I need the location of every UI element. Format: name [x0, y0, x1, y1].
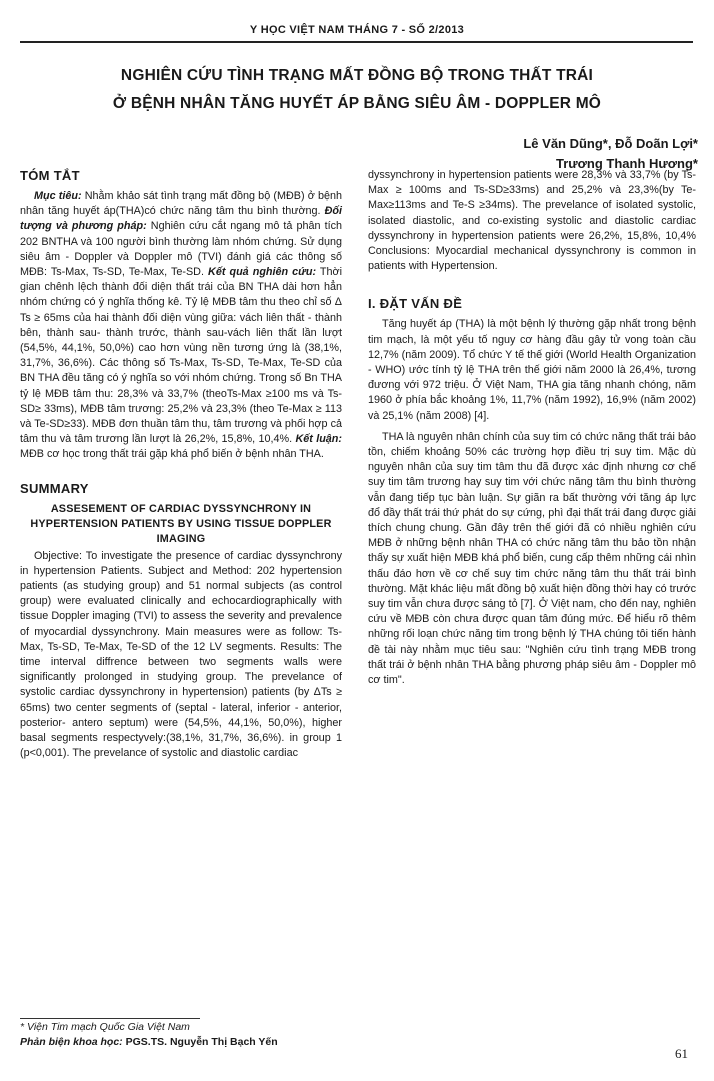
- title-line-2: Ở BỆNH NHÂN TĂNG HUYẾT ÁP BẰNG SIÊU ÂM - DOPPLER MÔ: [112, 95, 602, 112]
- section-1-para-2: THA là nguyên nhân chính của suy tim có chức năng thất trái bảo tồn, chiếm khoảng 50% các trường hợp điều trị suy tim. Mặc dù nguyên nhân của suy tim tâm thu đã được xác định nhưng cơ chế suy tim tâm trương hay suy tim với chức năng tâm thu bình thường vẫn đang tiếp tục bàn luận. Sự giãn ra bất thường với tăng áp lực đổ đầy thất trái thứ phát do sự cứng, phì đại thất trái đang được giải thích chung chung. Gần đây trên thế giới đã có nhiều nghiên cứu MĐB ở những bệnh nhân THA có chức năng tâm thu bảo tồn nhận thấy sự xuất hiện MĐB khá phổ biến, cung cấp thêm những cái nhìn thấu đáo hơn về cơ chế suy tim chức năng tâm thu thất trái bình thường. Mặt khác liệu mất đồng bộ xuất hiện đồng thời hay có trước suy tim vẫn chưa được sáng tỏ [7]. Ở Việt nam, cho đến nay, nghiên cứu về MĐB còn chưa được quan tâm đúng mức. Để hiểu rõ thêm những rối loạn chức năng tim trong bệnh lý THA chúng tôi tiến hành đề tài này nhằm mục tiêu sau: "Nghiên cứu tình trạng MĐB trong thất trái ở bệnh nhân THA bằng phương pháp siêu âm - Doppler mô cơ tim".: [368, 430, 696, 687]
- article-title: [40, 62, 674, 118]
- header-rule: [20, 41, 693, 43]
- reviewer-note: [20, 1035, 440, 1050]
- affiliation-note: * Viện Tim mạch Quốc Gia Việt Nam: [20, 1021, 190, 1033]
- muc-tieu-text: Nhằm khảo sát tình trạng mất đồng bộ (MĐB) ở bệnh nhân tăng huyết áp(THA)có chức năng tâm thu bình thường.: [20, 190, 342, 218]
- footnote-rule: [20, 1018, 200, 1019]
- ket-luan-label: Kết luận:: [295, 433, 342, 446]
- muc-tieu-label: Mục tiêu:: [34, 190, 82, 202]
- section-1-para-1: Tăng huyết áp (THA) là một bệnh lý thường gặp nhất trong bệnh tim mạch, là một yếu tố nguy cơ hàng đầu gây tử vong toàn cầu 12,7% (năm 2009). Tổ chức Y tế thế giới (World Health Organization - WHO) ước tính tỷ lệ THA trên thế giới năm 2000 là 26,4%, tương đương với 972 triệu. Ở Việt Nam, THA gia tăng nhanh chóng, năm 1960 ở phía bắc khoảng 1%, 11,7% (năm 1992), 16,9% (năm 2002) và 25,1% (năm 2008) [4].: [368, 318, 696, 422]
- page-number: 61: [675, 1046, 688, 1061]
- journal-header: Y HỌC VIỆT NAM THÁNG 7 - SỐ 2/2013: [249, 24, 465, 36]
- title-line-1: NGHIÊN CỨU TÌNH TRẠNG MẤT ĐỒNG BỘ TRONG THẤT TRÁI: [120, 67, 594, 84]
- section-1-heading: I. ĐẶT VẤN ĐỀ: [368, 296, 463, 312]
- ket-luan-text: MĐB cơ học trong thất trái gặp khá phổ biến ở bệnh nhân THA.: [20, 448, 324, 461]
- left-column: [20, 168, 342, 762]
- ket-qua-label: Kết quả nghiên cứu:: [208, 266, 317, 279]
- summary-heading: SUMMARY: [20, 480, 89, 496]
- reviewer-label: Phản biện khoa học:: [20, 1036, 123, 1048]
- ket-qua-text: Thời gian chênh lệch thành đối diện thất trái của BN THA dài hơn hẳn nhóm chứng có ý nghĩa thống kê. Tỷ lệ MĐB tâm thu theo chỉ số Δ Ts ≥ 65ms của hai thành đối diện vùng giữa: vách liên thất - thành bên, thành sau- thành trước, thành sau-vách liên thất lần lượt (54,5%, 44,1%, 50,0%) cao hơn vùng nền tương ứng là (38,1%, 31,7%, 36,6%). Các thông số Ts-Max, Ts-SD, Te-Max, Te-SD của BN THA đều tăng có ý nghĩa so với nhóm chứng. Trong số Bn THA tỷ lệ MĐB tâm thu: 28,3% và 33,7% (theoTs-Max ≥100 ms và Ts-SD≥ 33ms), MĐB tâm trương: 25,2% và 23,3% (theo Te-Max ≥ 113 và Te-SD≥33). MĐB đơn thuần tâm thu, tâm trương và phối hợp cả tâm thu và tâm trương lần lượt là 26,2%, 15,8%, 10,4%.: [20, 266, 342, 446]
- doi-tuong-label: Đối tượng và phương pháp:: [20, 205, 342, 233]
- summary-body-continued: dyssynchrony in hypertension patients were 28,3% và 33,7% (by Ts-Max ≥ 100ms and Ts-SD≥33ms) and 25,2% và 23,3%(by Te-Max≥113ms and Te-S ≥34ms). The prevelance of isolated systolic, isolated diastolic, and co-existing systolic and diastolic cardiac dyssynchrony in hypertension patients were 26,2%, 15,8%, 10,4% Conclusions: Myocardial mechanical dyssynchrony is common in patients with Hypertension.: [368, 169, 696, 273]
- authors-line-2: Trương Thanh Hương*: [555, 156, 698, 171]
- right-column: [368, 168, 696, 688]
- reviewer-name: PGS.TS. Nguyễn Thị Bạch Yến: [122, 1036, 278, 1048]
- doi-tuong-text: Nghiên cứu cắt ngang mô tả phân tích 202 BNTHA và 100 người bình thường làm nhóm chứng. Sử dụng siêu âm - Doppler và Doppler mô (TVI) đánh giá các thông số MĐB: Ts-Max, Ts-SD, Te-Max, Te-SD.: [20, 220, 342, 279]
- authors-line-1: Lê Văn Dũng*, Đỗ Doãn Lợi*: [523, 136, 698, 151]
- tomtat-abstract: [20, 189, 342, 463]
- tomtat-heading: TÓM TẮT: [20, 168, 80, 183]
- summary-body: Objective: To investigate the presence of cardiac dyssynchrony in hypertension Patients. Subject and Method: 202 hypertension patients (as studying group) and 51 normal subjects (as control group) were evaluated clinically and echocardiographically with tissue Doppler imaging (TVI) to assess the severity and prevalence of myocardial dyssynchrony. Main measures were as follow: Ts-Max, Ts-SD, Te-Max, Te-SD of the 12 LV segments. Results: The time interval diffrence between two segments walls were significantly prolonged in studying group. The prevelance of systolic cardiac dyssynchrony in hypertension) patients (by ΔTs ≥ 65ms) two center segments of (septal - lateral, inferior - anterior, posterior- antero septum) were (54,5%, 44,1%, 50,0%), higher basal segments respectyvely:(38,1%, 31,7%, 36,6%). in group 1 (p<0,001). The prevelance of systolic and diastolic cardiac: [20, 549, 342, 760]
- summary-title: ASSESEMENT OF CARDIAC DYSSYNCHRONY IN HYPERTENSION PATIENTS BY USING TISSUE DOPPLER IMAGING: [30, 502, 332, 545]
- footnote: [20, 1020, 440, 1050]
